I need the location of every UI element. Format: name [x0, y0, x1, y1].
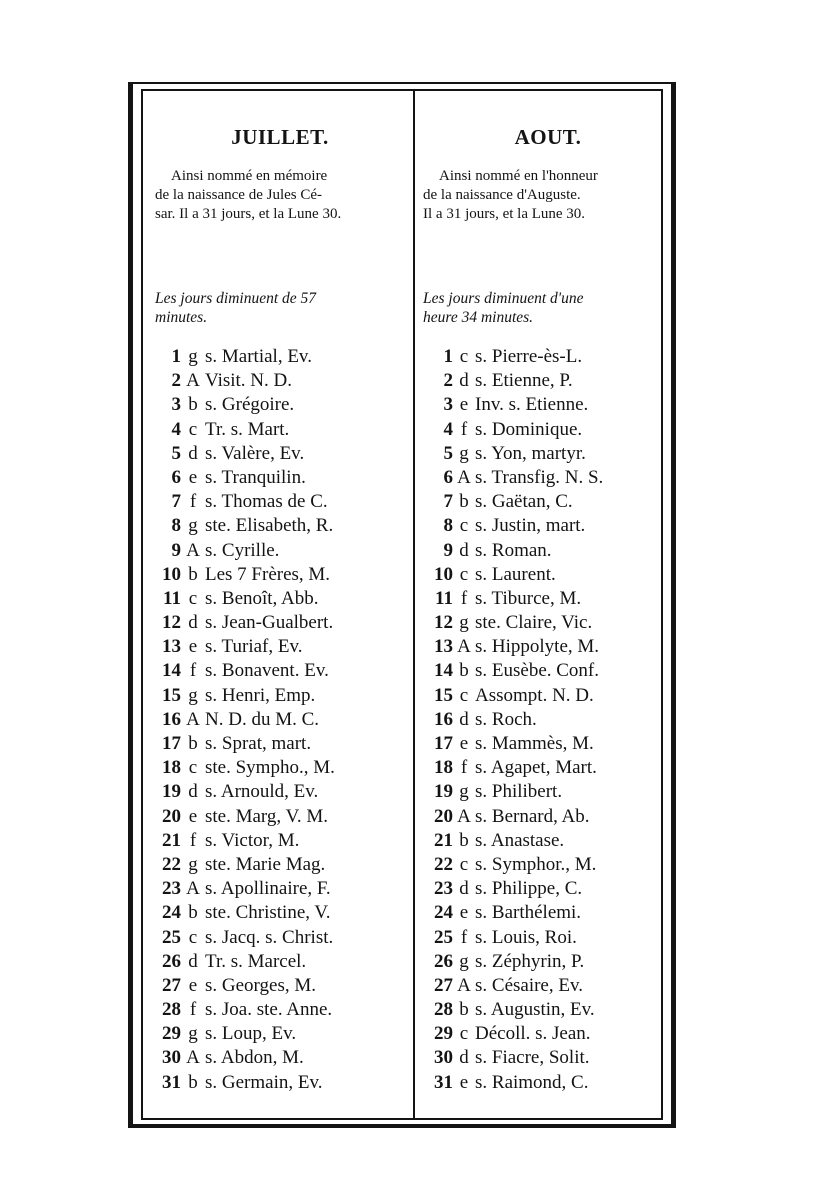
- day-number: 14: [434, 660, 453, 682]
- day-number: 24: [162, 902, 181, 924]
- dominical-letter: b: [459, 491, 469, 513]
- saint-name: s. Etienne, P.: [475, 370, 573, 392]
- day-number: 11: [435, 587, 453, 609]
- saint-name: s. Abdon, M.: [205, 1047, 304, 1069]
- bottom-rule: [133, 1116, 671, 1128]
- day-number: 22: [434, 853, 453, 875]
- day-number: 8: [443, 515, 453, 537]
- dominical-letter: g: [459, 781, 469, 803]
- month-column-aout: [423, 91, 673, 1118]
- description-line: Ainsi nommé en mémoire: [171, 168, 328, 184]
- day-entry: [155, 1072, 405, 1096]
- day-entry: [423, 467, 673, 491]
- saint-name: N. D. du M. C.: [205, 708, 320, 730]
- dominical-letter: c: [459, 684, 469, 706]
- day-entry: [155, 467, 405, 491]
- day-entry: [155, 443, 405, 467]
- dominical-letter: A: [457, 636, 471, 658]
- day-number: 28: [162, 999, 181, 1021]
- day-entry: [423, 1047, 673, 1071]
- dominical-letter: e: [459, 902, 469, 924]
- day-number: 29: [434, 1023, 453, 1045]
- saint-name: s. Symphor., M.: [475, 853, 597, 875]
- description-line: de la naissance d'Auguste.: [423, 187, 581, 203]
- saint-name: s. Hippolyte, M.: [475, 636, 600, 658]
- day-number: 15: [162, 684, 181, 706]
- saint-name: Décoll. s. Jean.: [475, 1023, 591, 1045]
- day-entry: [423, 999, 673, 1023]
- day-entry: [423, 636, 673, 660]
- day-number: 31: [162, 1071, 181, 1093]
- day-number: 5: [443, 442, 453, 464]
- day-number: 16: [434, 708, 453, 730]
- day-number: 21: [162, 829, 181, 851]
- day-entry: [155, 612, 405, 636]
- day-number: 11: [163, 587, 181, 609]
- day-entry: [423, 781, 673, 805]
- dominical-letter: e: [459, 733, 469, 754]
- day-entry: [155, 1023, 405, 1047]
- day-entry: [423, 1023, 673, 1047]
- day-number: 9: [443, 539, 453, 561]
- dominical-letter: d: [459, 1047, 469, 1069]
- dominical-letter: e: [188, 636, 198, 658]
- dominical-letter: A: [186, 1047, 200, 1069]
- day-number: 4: [171, 418, 181, 440]
- saint-name: s. Augustin, Ev.: [475, 999, 595, 1021]
- day-entry: [423, 491, 673, 515]
- dominical-letter: b: [188, 733, 198, 754]
- dominical-letter: d: [188, 612, 198, 634]
- day-number: 7: [443, 491, 453, 513]
- day-number: 15: [434, 684, 453, 706]
- days-note-line: heure 34 minutes.: [423, 309, 534, 326]
- day-number: 17: [434, 733, 453, 754]
- dominical-letter: g: [188, 853, 198, 875]
- saint-name: ste. Christine, V.: [205, 902, 331, 924]
- day-number: 17: [162, 733, 181, 754]
- dominical-letter: b: [459, 829, 469, 851]
- day-number: 20: [434, 805, 453, 827]
- day-entry: [423, 806, 673, 830]
- day-entry: [423, 564, 673, 588]
- dominical-letter: A: [457, 466, 471, 488]
- dominical-letter: c: [459, 346, 469, 367]
- saint-name: s. Justin, mart.: [475, 515, 586, 537]
- dominical-letter: b: [188, 394, 198, 416]
- dominical-letter: d: [188, 950, 198, 972]
- day-number: 4: [443, 418, 453, 440]
- dominical-letter: f: [460, 926, 468, 948]
- dominical-letter: g: [459, 950, 469, 972]
- dominical-letter: b: [459, 660, 469, 682]
- saint-name: s. Joa. ste. Anne.: [205, 999, 333, 1021]
- saint-name: s. Valère, Ev.: [205, 442, 305, 464]
- day-number: 26: [162, 950, 181, 972]
- dominical-letter: e: [188, 805, 198, 827]
- day-entry: [155, 491, 405, 515]
- dominical-letter: c: [459, 1023, 469, 1045]
- saint-name: s. Louis, Roi.: [475, 926, 577, 948]
- day-number: 23: [162, 878, 181, 900]
- saint-name: s. Philippe, C.: [475, 878, 583, 900]
- saint-name: s. Mammès, M.: [475, 733, 594, 754]
- saint-name: Tr. s. Marcel.: [205, 950, 307, 972]
- day-number: 1: [443, 346, 453, 367]
- dominical-letter: b: [188, 563, 198, 585]
- saint-name: s. Tranquilin.: [205, 466, 306, 488]
- day-number: 6: [171, 466, 181, 488]
- day-entry: [155, 999, 405, 1023]
- day-entry: [155, 902, 405, 926]
- day-entry: [155, 927, 405, 951]
- dominical-letter: d: [459, 370, 469, 392]
- saint-name: s. Jean-Gualbert.: [205, 612, 334, 634]
- days-note-line: Les jours diminuent d'une: [423, 290, 584, 307]
- saint-name: s. Tiburce, M.: [475, 587, 582, 609]
- saint-name: s. Zéphyrin, P.: [475, 950, 585, 972]
- day-number: 18: [162, 757, 181, 779]
- day-entry: [423, 588, 673, 612]
- saint-name: Les 7 Frères, M.: [205, 563, 331, 585]
- day-entry: [155, 781, 405, 805]
- day-number: 3: [171, 394, 181, 416]
- saint-name: s. Thomas de C.: [205, 491, 328, 513]
- day-number: 22: [162, 853, 181, 875]
- saint-name: Assompt. N. D.: [475, 684, 594, 706]
- day-entry: [155, 1047, 405, 1071]
- day-entry: [155, 394, 405, 418]
- month-description: [155, 167, 405, 224]
- day-entry: [423, 419, 673, 443]
- day-number: 10: [162, 563, 181, 585]
- day-entry: [423, 878, 673, 902]
- day-number: 18: [434, 757, 453, 779]
- saint-name: s. Martial, Ev.: [205, 346, 312, 367]
- dominical-letter: g: [459, 442, 469, 464]
- day-number: 23: [434, 878, 453, 900]
- day-number: 25: [434, 926, 453, 948]
- description-line: Ainsi nommé en l'honneur: [439, 168, 598, 184]
- day-list: [155, 346, 405, 1096]
- dominical-letter: f: [189, 999, 197, 1021]
- saint-name: s. Roman.: [475, 539, 552, 561]
- saint-name: s. Loup, Ev.: [205, 1023, 297, 1045]
- dominical-letter: e: [459, 1071, 469, 1093]
- dominical-letter: b: [188, 902, 198, 924]
- day-number: 19: [434, 781, 453, 803]
- saint-name: ste. Marie Mag.: [205, 853, 326, 875]
- day-entry: [155, 806, 405, 830]
- day-entry: [423, 612, 673, 636]
- day-number: 14: [162, 660, 181, 682]
- saint-name: s. Fiacre, Solit.: [475, 1047, 590, 1069]
- saint-name: s. Apollinaire, F.: [205, 878, 331, 900]
- day-number: 13: [162, 636, 181, 658]
- saint-name: s. Transfig. N. S.: [475, 466, 604, 488]
- saint-name: s. Roch.: [475, 708, 537, 730]
- saint-name: s. Raimond, C.: [475, 1071, 589, 1093]
- saint-name: s. Eusèbe. Conf.: [475, 660, 600, 682]
- saint-name: s. Agapet, Mart.: [475, 757, 597, 779]
- day-number: 29: [162, 1023, 181, 1045]
- day-number: 16: [162, 708, 181, 730]
- day-entry: [423, 854, 673, 878]
- day-entry: [423, 830, 673, 854]
- saint-name: s. Anastase.: [475, 829, 565, 851]
- description-line: de la naissance de Jules Cé-: [155, 187, 323, 203]
- saint-name: s. Germain, Ev.: [205, 1071, 323, 1093]
- day-entry: [423, 685, 673, 709]
- day-number: 2: [171, 370, 181, 392]
- day-number: 31: [434, 1071, 453, 1093]
- dominical-letter: A: [186, 370, 200, 392]
- day-entry: [155, 346, 405, 370]
- saint-name: s. Sprat, mart.: [205, 733, 312, 754]
- month-column-juillet: [155, 91, 405, 1118]
- saint-name: s. Georges, M.: [205, 974, 317, 996]
- day-entry: [155, 419, 405, 443]
- day-entry: [155, 685, 405, 709]
- day-entry: [423, 902, 673, 926]
- day-number: 25: [162, 926, 181, 948]
- inner-frame: [141, 89, 663, 1120]
- dominical-letter: c: [188, 587, 198, 609]
- day-entry: [423, 370, 673, 394]
- day-number: 30: [434, 1047, 453, 1069]
- saint-name: s. Philibert.: [475, 781, 563, 803]
- day-number: 9: [171, 539, 181, 561]
- day-entry: [155, 757, 405, 781]
- dominical-letter: e: [188, 466, 198, 488]
- dominical-letter: e: [188, 974, 198, 996]
- saint-name: s. Henri, Emp.: [205, 684, 316, 706]
- dominical-letter: f: [460, 418, 468, 440]
- day-entry: [155, 540, 405, 564]
- day-entry: [423, 975, 673, 999]
- day-entry: [155, 854, 405, 878]
- dominical-letter: g: [188, 346, 198, 367]
- dominical-letter: d: [459, 539, 469, 561]
- day-number: 21: [434, 829, 453, 851]
- day-entry: [423, 951, 673, 975]
- dominical-letter: A: [186, 539, 200, 561]
- dominical-letter: A: [457, 805, 471, 827]
- day-list: [423, 346, 673, 1096]
- dominical-letter: f: [460, 587, 468, 609]
- day-entry: [155, 733, 405, 757]
- day-entry: [155, 951, 405, 975]
- saint-name: s. Grégoire.: [205, 394, 295, 416]
- day-entry: [155, 878, 405, 902]
- saint-name: ste. Elisabeth, R.: [205, 515, 334, 537]
- days-note: [155, 289, 405, 327]
- saint-name: s. Césaire, Ev.: [475, 974, 583, 996]
- saint-name: ste. Sympho., M.: [205, 757, 335, 779]
- day-number: 12: [434, 612, 453, 634]
- dominical-letter: d: [459, 878, 469, 900]
- saint-name: s. Barthélemi.: [475, 902, 582, 924]
- dominical-letter: A: [457, 974, 471, 996]
- day-number: 19: [162, 781, 181, 803]
- day-number: 20: [162, 805, 181, 827]
- month-title: AOUT.: [514, 125, 582, 149]
- saint-name: s. Pierre-ès-L.: [475, 346, 583, 367]
- description-line: sar. Il a 31 jours, et la Lune 30.: [155, 206, 342, 222]
- day-entry: [155, 588, 405, 612]
- saint-name: s. Cyrille.: [205, 539, 280, 561]
- day-entry: [155, 515, 405, 539]
- day-number: 30: [162, 1047, 181, 1069]
- day-entry: [423, 1072, 673, 1096]
- dominical-letter: c: [459, 515, 469, 537]
- saint-name: s. Jacq. s. Christ.: [205, 926, 334, 948]
- dominical-letter: f: [189, 829, 197, 851]
- description-line: Il a 31 jours, et la Lune 30.: [423, 206, 586, 222]
- day-entry: [423, 733, 673, 757]
- month-description: [423, 167, 673, 224]
- day-entry: [423, 515, 673, 539]
- day-number: 24: [434, 902, 453, 924]
- dominical-letter: A: [186, 708, 200, 730]
- saint-name: s. Gaëtan, C.: [475, 491, 573, 513]
- day-number: 7: [171, 491, 181, 513]
- day-number: 8: [171, 515, 181, 537]
- day-number: 10: [434, 563, 453, 585]
- dominical-letter: d: [188, 442, 198, 464]
- day-entry: [155, 830, 405, 854]
- saint-name: Inv. s. Etienne.: [475, 394, 589, 416]
- day-number: 13: [434, 636, 453, 658]
- dominical-letter: g: [459, 612, 469, 634]
- dominical-letter: c: [459, 853, 469, 875]
- dominical-letter: d: [459, 708, 469, 730]
- saint-name: s. Yon, martyr.: [475, 442, 586, 464]
- column-divider: [413, 91, 415, 1118]
- saint-name: s. Arnould, Ev.: [205, 781, 319, 803]
- day-entry: [155, 636, 405, 660]
- saint-name: s. Victor, M.: [205, 829, 300, 851]
- day-entry: [155, 975, 405, 999]
- page-frame: [128, 82, 676, 1128]
- day-number: 6: [443, 466, 453, 488]
- day-number: 1: [171, 346, 181, 367]
- dominical-letter: g: [188, 684, 198, 706]
- dominical-letter: c: [188, 926, 198, 948]
- day-entry: [155, 370, 405, 394]
- saint-name: s. Dominique.: [475, 418, 583, 440]
- day-entry: [423, 757, 673, 781]
- day-entry: [423, 346, 673, 370]
- saint-name: s. Bonavent. Ev.: [205, 660, 329, 682]
- dominical-letter: A: [186, 878, 200, 900]
- day-entry: [423, 443, 673, 467]
- day-entry: [423, 394, 673, 418]
- days-note: [423, 289, 673, 327]
- dominical-letter: g: [188, 1023, 198, 1045]
- saint-name: Visit. N. D.: [205, 370, 293, 392]
- day-number: 5: [171, 442, 181, 464]
- saint-name: s. Laurent.: [475, 563, 556, 585]
- dominical-letter: f: [189, 660, 197, 682]
- saint-name: s. Bernard, Ab.: [475, 805, 590, 827]
- days-note-line: minutes.: [155, 309, 208, 326]
- dominical-letter: c: [188, 757, 198, 779]
- day-number: 26: [434, 950, 453, 972]
- day-entry: [155, 660, 405, 684]
- day-entry: [423, 927, 673, 951]
- dominical-letter: g: [188, 515, 198, 537]
- day-number: 27: [162, 974, 181, 996]
- day-entry: [155, 709, 405, 733]
- dominical-letter: b: [459, 999, 469, 1021]
- dominical-letter: f: [460, 757, 468, 779]
- dominical-letter: c: [459, 563, 469, 585]
- day-number: 12: [162, 612, 181, 634]
- saint-name: s. Turiaf, Ev.: [205, 636, 303, 658]
- saint-name: ste. Claire, Vic.: [475, 612, 593, 634]
- day-number: 27: [434, 974, 453, 996]
- dominical-letter: d: [188, 781, 198, 803]
- saint-name: s. Benoît, Abb.: [205, 587, 319, 609]
- month-title: JUILLET.: [231, 125, 329, 149]
- dominical-letter: b: [188, 1071, 198, 1093]
- days-note-line: Les jours diminuent de 57: [155, 290, 317, 307]
- day-entry: [423, 540, 673, 564]
- day-number: 2: [443, 370, 453, 392]
- day-entry: [155, 564, 405, 588]
- dominical-letter: e: [459, 394, 469, 416]
- day-entry: [423, 660, 673, 684]
- saint-name: Tr. s. Mart.: [205, 418, 290, 440]
- day-entry: [423, 709, 673, 733]
- dominical-letter: f: [189, 491, 197, 513]
- dominical-letter: c: [188, 418, 198, 440]
- day-number: 3: [443, 394, 453, 416]
- day-number: 28: [434, 999, 453, 1021]
- saint-name: ste. Marg, V. M.: [205, 805, 328, 827]
